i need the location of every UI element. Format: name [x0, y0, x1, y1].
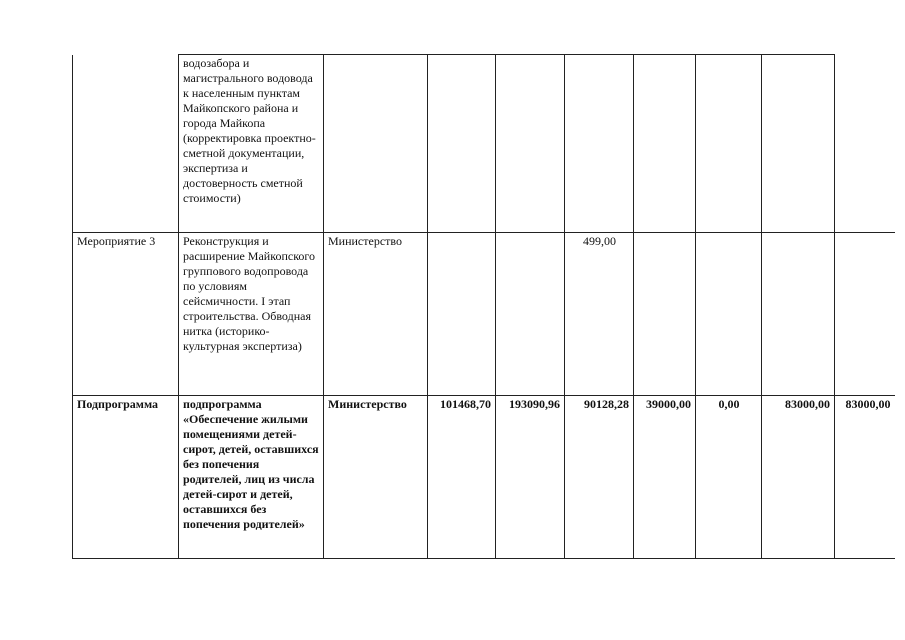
value-cell	[762, 55, 835, 233]
value-cell: 101468,70	[428, 396, 496, 559]
row-executor-cell: Министерство	[324, 233, 428, 396]
table-row	[73, 396, 895, 559]
table-row	[73, 55, 895, 233]
value-cell	[835, 55, 895, 233]
value-cell: 83000,00	[762, 396, 835, 559]
row-label-cell	[73, 55, 179, 233]
value-cell: 499,00	[565, 233, 634, 396]
value-cell: 0,00	[696, 396, 762, 559]
value-cell	[696, 233, 762, 396]
row-executor-cell: Министерство	[324, 396, 428, 559]
row-executor-cell	[324, 55, 428, 233]
value-cell: 193090,96	[496, 396, 565, 559]
row-description-cell: Реконструкция и расширение Майкопского группового водопровода по условиям сейсмичности. I этап строительства. Обводная нитка (историко-культурная экспертиза)	[179, 233, 324, 396]
value-cell	[696, 55, 762, 233]
row-description-cell: водозабора и магистрального водовода к населенным пунктам Майкопского района и города Майкопа (корректировка проектно-сметной документации, экспертиза и достоверность сметной стоимости)	[179, 55, 324, 233]
program-table	[72, 54, 895, 559]
value-cell	[496, 233, 565, 396]
value-cell	[428, 55, 496, 233]
value-cell	[762, 233, 835, 396]
value-cell	[496, 55, 565, 233]
row-description-cell: подпрограмма «Обеспечение жилыми помещениями детей-сирот, детей, оставшихся без попечения родителей, лиц из числа детей-сирот и детей, оставшихся без попечения родителей»	[179, 396, 324, 559]
value-cell: 90128,28	[565, 396, 634, 559]
row-label-cell: Подпрограмма	[73, 396, 179, 559]
value-cell	[634, 233, 696, 396]
value-cell: 83000,00	[835, 396, 895, 559]
value-cell	[835, 233, 895, 396]
value-cell: 39000,00	[634, 396, 696, 559]
value-cell	[565, 55, 634, 233]
value-cell	[634, 55, 696, 233]
row-label-cell: Мероприятие 3	[73, 233, 179, 396]
value-cell	[428, 233, 496, 396]
table-row	[73, 233, 895, 396]
